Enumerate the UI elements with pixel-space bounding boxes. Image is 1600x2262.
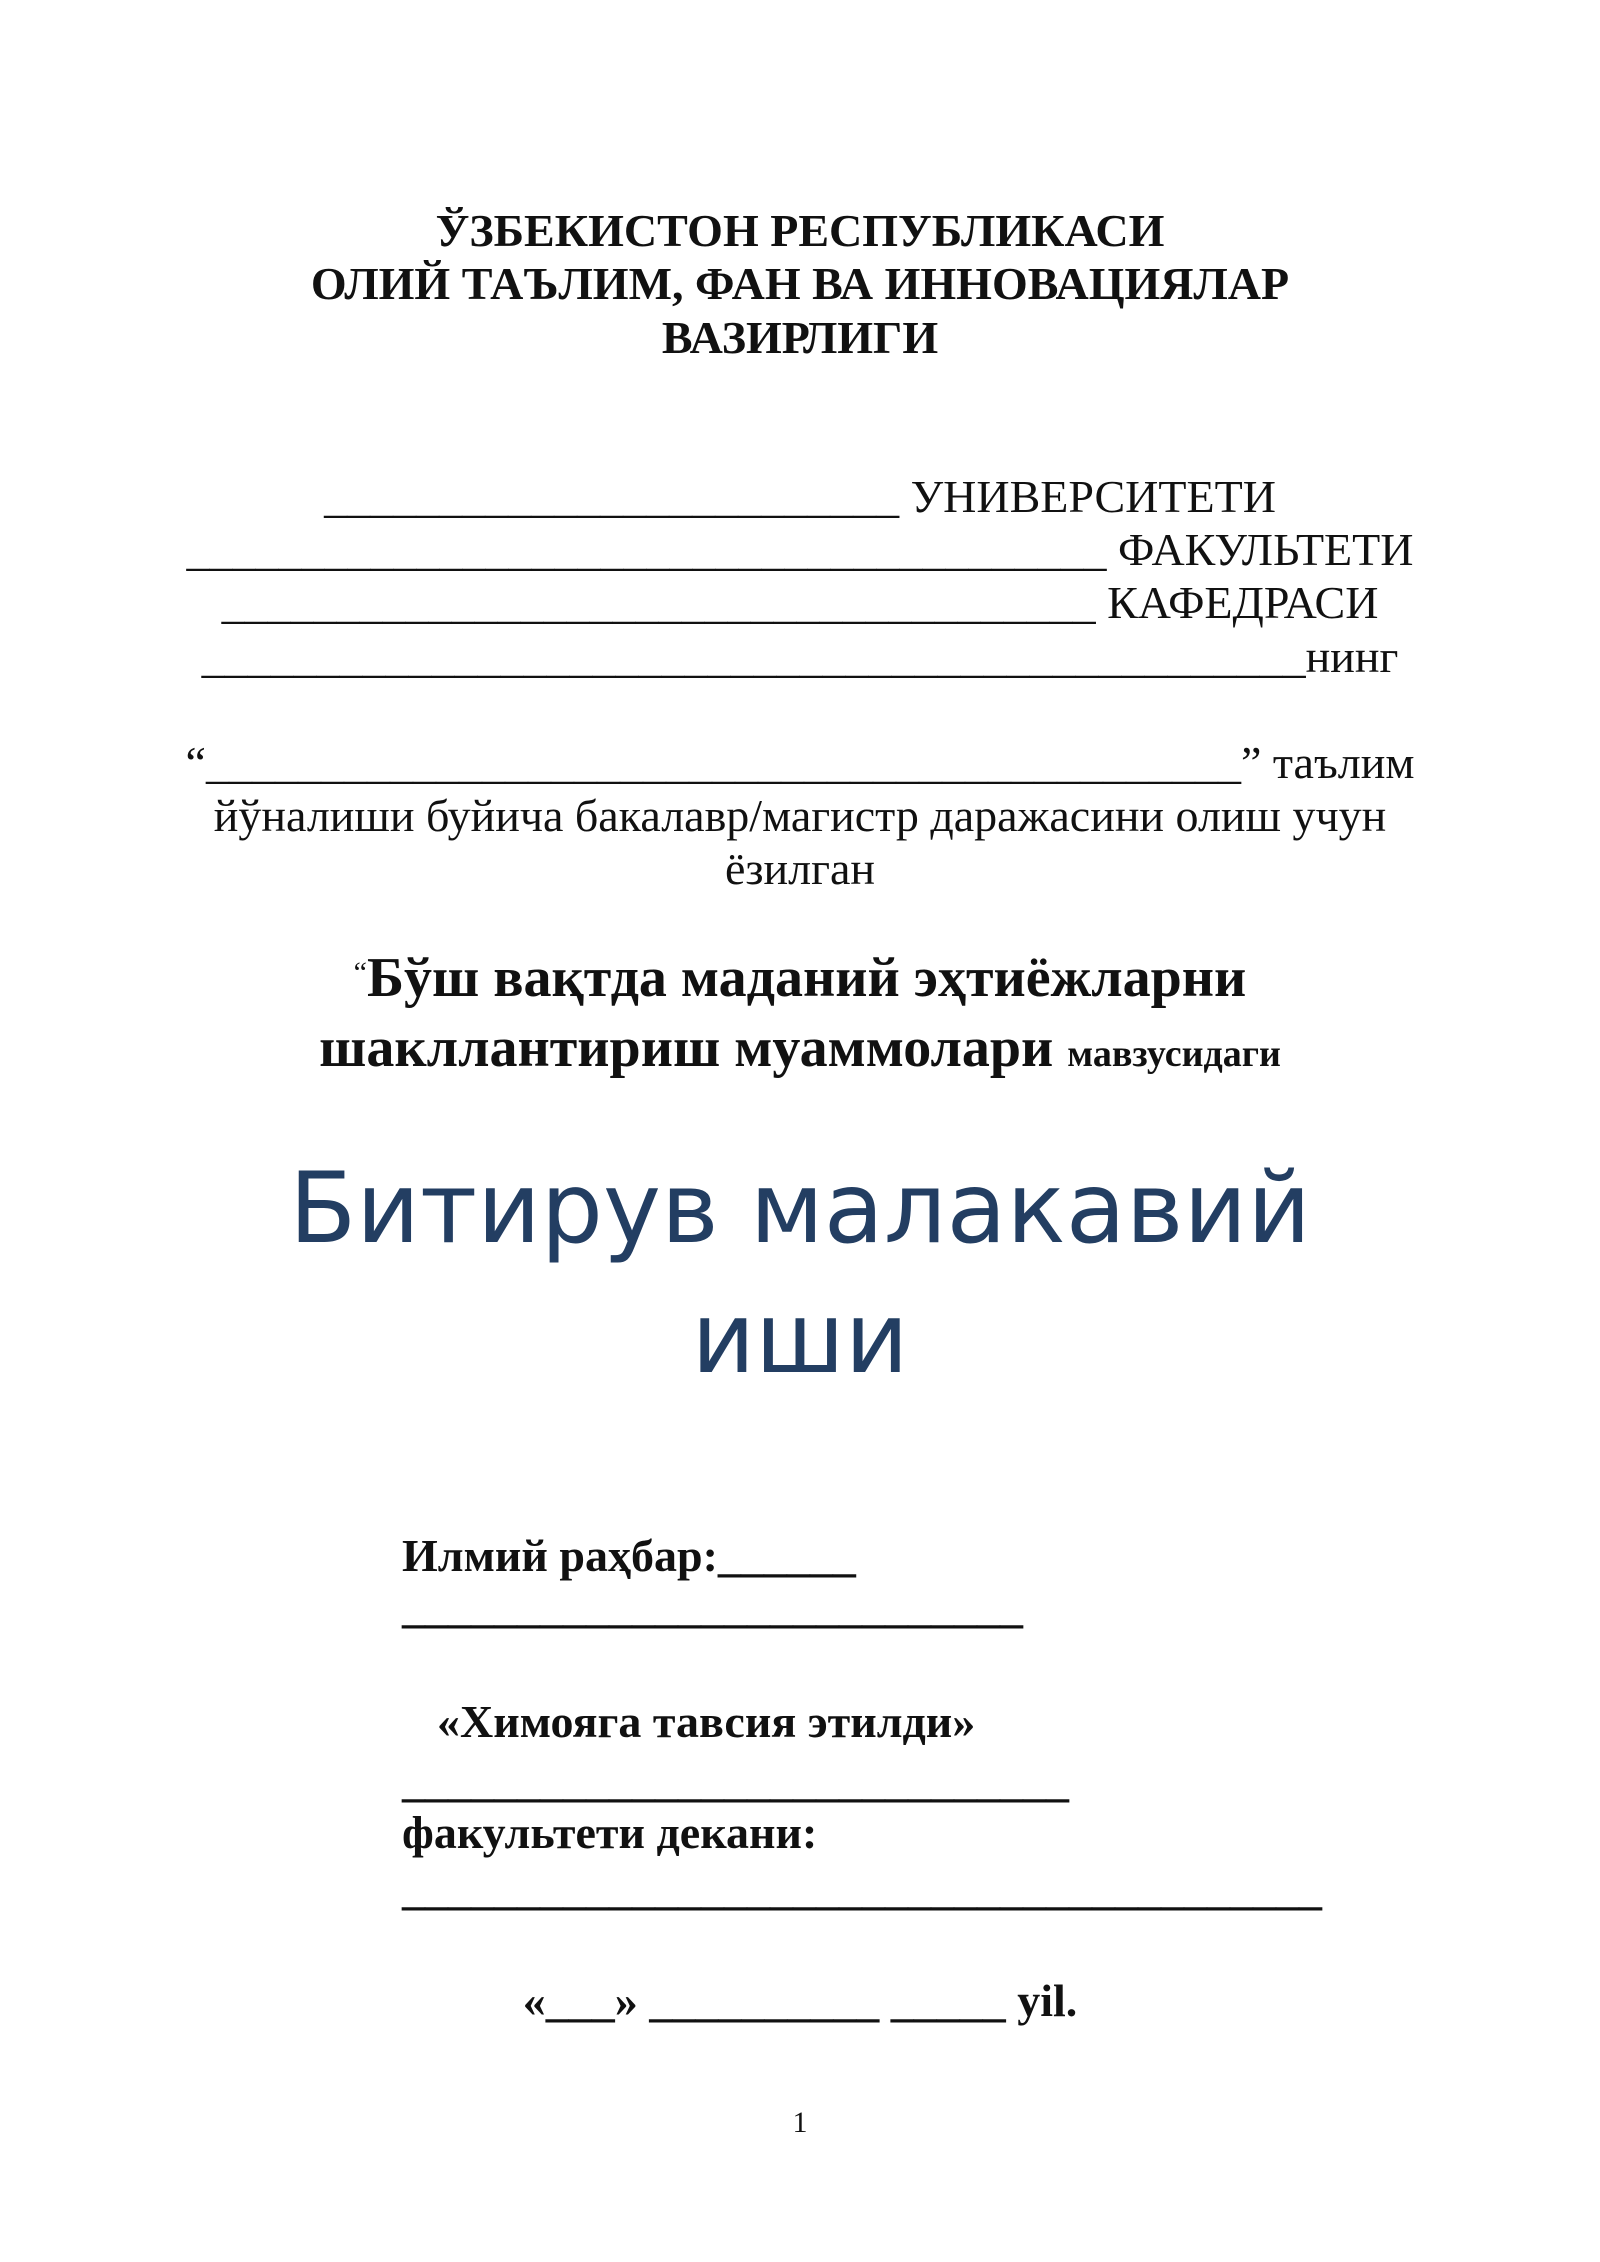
- topic-suffix: мавзусидаги: [1067, 1033, 1281, 1075]
- ministry-line-3: ВАЗИРЛИГИ: [661, 312, 939, 363]
- work-title-line-1: Битирув малакавий: [289, 1152, 1311, 1266]
- date-line: «___» __________ _____ yil.: [522, 1975, 1078, 2026]
- direction-line-3: ёзилган: [724, 843, 876, 894]
- dean-label: факультети декани:: [402, 1807, 818, 1858]
- dean-signature-line: ________________________________________: [402, 1863, 1322, 1914]
- topic-open-quote: “: [353, 956, 367, 989]
- page-number: 1: [792, 2106, 808, 2139]
- department-line: ______________________________________ КАФЕДРАСИ: [221, 577, 1379, 628]
- topic-line-1-text: Бўш вақтда маданий эҳтиёжларни: [367, 947, 1247, 1009]
- supervisor-signature-line: ___________________________: [402, 1581, 1023, 1632]
- supervisor-label: Илмий раҳбар:______: [402, 1530, 856, 1581]
- direction-line-1: “_____________________________________________” таълим: [185, 737, 1415, 788]
- work-title-line-2: иши: [691, 1282, 909, 1396]
- topic-line-2: [0, 1017, 1600, 1079]
- university-line: _________________________ УНИВЕРСИТЕТИ: [324, 471, 1276, 522]
- faculty-line: ________________________________________ ФАКУЛЬТЕТИ: [186, 524, 1414, 575]
- ministry-line-1: ЎЗБЕКИСТОН РЕСПУБЛИКАСИ: [435, 205, 1165, 256]
- topic-line-1: [0, 947, 1600, 1009]
- genitive-line: ________________________________________________нинг: [201, 631, 1399, 682]
- ministry-line-2: ОЛИЙ ТАЪЛИМ, ФАН ВА ИННОВАЦИЯЛАР: [310, 258, 1290, 309]
- direction-line-2: йўналиши буйича бакалавр/магистр даражасини олиш учун: [213, 790, 1387, 841]
- recommended-signature-line: _____________________________: [402, 1755, 1069, 1806]
- topic-line-2-text: шакллантириш муаммолари: [319, 1017, 1054, 1079]
- recommended-label: «Химояга тавсия этилди»: [437, 1696, 976, 1747]
